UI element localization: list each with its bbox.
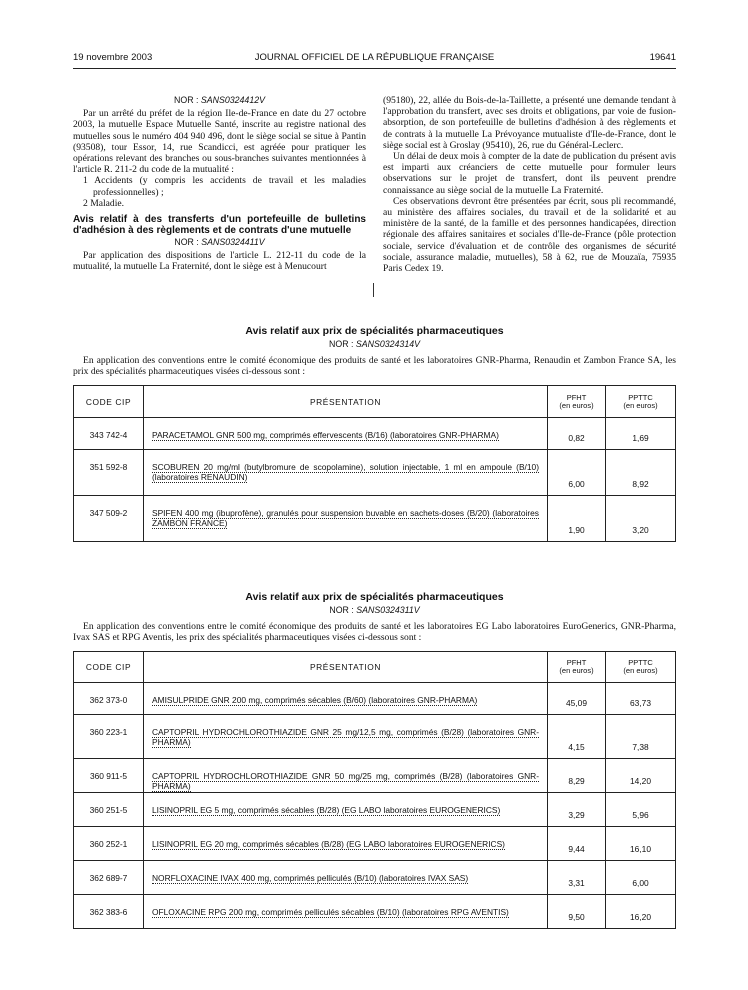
pfht-cell: 4,15 xyxy=(548,715,606,759)
presentation-cell: LISINOPRIL EG 20 mg, comprimés sécables (B/28) (EG LABO laboratoires EUROGENERICS) xyxy=(144,827,548,861)
table-row xyxy=(74,827,676,861)
table-row xyxy=(74,759,676,793)
presentation-cell: NORFLOXACINE IVAX 400 mg, comprimés pelliculés (B/10) (laboratoires IVAX SAS) xyxy=(144,861,548,895)
cip-code: 360 251-5 xyxy=(74,793,144,827)
pfht-cell: 1,90 xyxy=(548,496,606,542)
ppttc-cell: 1,69 xyxy=(606,418,676,450)
right-column xyxy=(383,95,676,274)
ppttc-cell: 5,96 xyxy=(606,793,676,827)
presentation-cell: SCOBUREN 20 mg/ml (butylbromure de scopolamine), solution injectable, 1 ml en ampoule (B/10) (laboratoires RENAUDIN) xyxy=(144,450,548,496)
ppttc-cell: 63,73 xyxy=(606,683,676,715)
nor-code: SANS0324412V xyxy=(200,95,265,105)
avis-prix-1 xyxy=(73,325,676,542)
column-header: PFHT (en euros) xyxy=(548,386,606,418)
paragraph: Par application des dispositions de l'article L. 212-11 du code de la mutualité, la mutuelle La Fraternité, dont le siège est à Menucourt xyxy=(73,250,366,273)
paragraph: Un délai de deux mois à compter de la date de publication du présent avis est imparti aux créanciers de cette mutuelle pour formuler leurs observations sur le projet de transfert, dont ils peuvent prendre connaissance au siège social de la mutuelle La Fraternité. xyxy=(383,151,676,196)
paragraph: Ces observations devront être présentées par écrit, sous pli recommandé, au ministère des affaires sociales, du travail et de la solidarité et au ministère de la santé, de la famille et des personnes handicapées, direction régionale des affaires sanitaires et sociales d'Ile-de-France (pôle protection sociale, service d'évaluation et de contrôle des organismes de sécurité sociale, assurance maladie, mutuelles), 58 à 62, rue de Mouzaïa, 75935 Paris Cedex 19. xyxy=(383,195,676,275)
pfht-cell: 3,29 xyxy=(548,793,606,827)
presentation-cell: SPIFEN 400 mg (ibuprofène), granulés pour suspension buvable en sachets-doses (B/20) (laboratoires ZAMBON FRANCE) xyxy=(144,496,548,542)
column-header: PRÉSENTATION xyxy=(144,386,548,418)
table-row xyxy=(74,895,676,929)
page-header xyxy=(73,52,676,69)
cip-code: 351 592-8 xyxy=(74,450,144,496)
column-header: PRÉSENTATION xyxy=(144,652,548,683)
table-row xyxy=(74,793,676,827)
pfht-cell: 0,82 xyxy=(548,418,606,450)
ppttc-cell: 7,38 xyxy=(606,715,676,759)
price-table xyxy=(73,651,676,929)
presentation-cell: AMISULPRIDE GNR 200 mg, comprimés sécables (B/60) (laboratoires GNR-PHARMA) xyxy=(144,683,548,715)
section-title: Avis relatif aux prix de spécialités pharmaceutiques xyxy=(245,591,504,603)
cip-code: 360 911-5 xyxy=(74,759,144,793)
nor-code: SANS0324314V xyxy=(355,339,420,349)
ppttc-cell: 16,10 xyxy=(606,827,676,861)
list-item: 2 Maladie. xyxy=(83,197,125,209)
ppttc-cell: 6,00 xyxy=(606,861,676,895)
branch-list xyxy=(73,175,366,209)
table-row xyxy=(74,715,676,759)
nor-reference: NOR : SANS0324412V xyxy=(174,95,265,105)
cip-code: 362 689-7 xyxy=(74,861,144,895)
nor-reference: NOR : SANS0324314V xyxy=(329,339,420,349)
pfht-cell: 9,50 xyxy=(548,895,606,929)
column-divider xyxy=(373,283,374,297)
presentation-cell: LISINOPRIL EG 5 mg, comprimés sécables (B/28) (EG LABO laboratoires EUROGENERICS) xyxy=(144,793,548,827)
price-table xyxy=(73,385,676,542)
avis-prix-2 xyxy=(73,591,676,929)
left-column xyxy=(73,95,366,273)
header-journal-title: JOURNAL OFFICIEL DE LA RÉPUBLIQUE FRANÇAISE xyxy=(254,52,495,63)
section-heading: Avis relatif à des transferts d'un portefeuille de bulletins d'adhésion à des règlements et de contrats d'une mutuelle xyxy=(73,214,366,237)
pfht-cell: 9,44 xyxy=(548,827,606,861)
column-header: CODE CIP xyxy=(74,652,144,683)
presentation-cell: CAPTOPRIL HYDROCHLOROTHIAZIDE GNR 50 mg/25 mg, comprimés (B/28) (laboratoires GNR-PHARMA) xyxy=(144,759,548,793)
table-row xyxy=(74,450,676,496)
table-row xyxy=(74,861,676,895)
nor-code: SANS0324311V xyxy=(356,605,420,615)
intro-paragraph: En application des conventions entre le comité économique des produits de santé et les laboratoires GNR-Pharma, Renaudin et Zambon France SA, les prix des spécialités pharmaceutiques visées ci-dessous sont : xyxy=(73,355,676,377)
table-row xyxy=(74,496,676,542)
presentation-cell: CAPTOPRIL HYDROCHLOROTHIAZIDE GNR 25 mg/12,5 mg, comprimés (B/28) (laboratoires GNR-PHARMA) xyxy=(144,715,548,759)
ppttc-cell: 8,92 xyxy=(606,450,676,496)
column-header: PPTTC (en euros) xyxy=(606,652,676,683)
column-header: PPTTC (en euros) xyxy=(606,386,676,418)
header-date: 19 novembre 2003 xyxy=(73,52,153,63)
cip-code: 362 373-0 xyxy=(74,683,144,715)
presentation-cell: PARACETAMOL GNR 500 mg, comprimés effervescents (B/16) (laboratoires GNR-PHARMA) xyxy=(144,418,548,450)
cip-code: 362 383-6 xyxy=(74,895,144,929)
pfht-cell: 6,00 xyxy=(548,450,606,496)
nor-reference: NOR : SANS0324311V xyxy=(329,605,420,615)
cip-code: 347 509-2 xyxy=(74,496,144,542)
intro-paragraph: En application des conventions entre le comité économique des produits de santé et les laboratoires EG Labo laboratoires EuroGenerics, GNR-Pharma, Ivax SAS et RPG Aventis, les prix des spécialités pharmaceutiques visées ci-dessous sont : xyxy=(73,621,676,643)
paragraph: (95180), 22, allée du Bois-de-la-Taillette, a présenté une demande tendant à l'approbation du transfert, avec ses droits et obligations, par voie de fusion-absorption, de son portefeuille de bulletins d'adhésion à des règlements et de contrats à la mutuelle La Prévoyance mutualiste d'Ile-de-France, dont le siège social est à Groslay (95410), 26, rue du Général-Leclerc. xyxy=(383,95,676,151)
list-item: 1 Accidents (y compris les accidents de travail et les maladies professionnelles) ; xyxy=(83,175,366,198)
nor-reference: NOR : SANS0324411V xyxy=(174,237,265,248)
cip-code: 360 252-1 xyxy=(74,827,144,861)
pfht-cell: 8,29 xyxy=(548,759,606,793)
ppttc-cell: 3,20 xyxy=(606,496,676,542)
paragraph: Par un arrêté du préfet de la région Ile-de-France en date du 27 octobre 2003, la mutuelle Espace Mutuelle Santé, inscrite au registre national des mutuelles sous le numéro 404 940 496, dont le siège social se situe à Pantin (93508), tour Essor, 14, rue Scandicci, est agréée pour pratiquer les opérations relevant des branches ou sous-branches suivantes mentionnées à l'article R. 211-2 du code de la mutualité : xyxy=(73,108,366,176)
ppttc-cell: 16,20 xyxy=(606,895,676,929)
table-row xyxy=(74,683,676,715)
presentation-cell: OFLOXACINE RPG 200 mg, comprimés pelliculés sécables (B/10) (laboratoires RPG AVENTIS) xyxy=(144,895,548,929)
section-title: Avis relatif aux prix de spécialités pharmaceutiques xyxy=(245,325,504,337)
header-page-number: 19641 xyxy=(649,52,676,63)
nor-code: SANS0324411V xyxy=(201,237,265,248)
pfht-cell: 3,31 xyxy=(548,861,606,895)
cip-code: 343 742-4 xyxy=(74,418,144,450)
cip-code: 360 223-1 xyxy=(74,715,144,759)
column-header: CODE CIP xyxy=(74,386,144,418)
table-row xyxy=(74,418,676,450)
column-header: PFHT (en euros) xyxy=(548,652,606,683)
pfht-cell: 45,09 xyxy=(548,683,606,715)
ppttc-cell: 14,20 xyxy=(606,759,676,793)
